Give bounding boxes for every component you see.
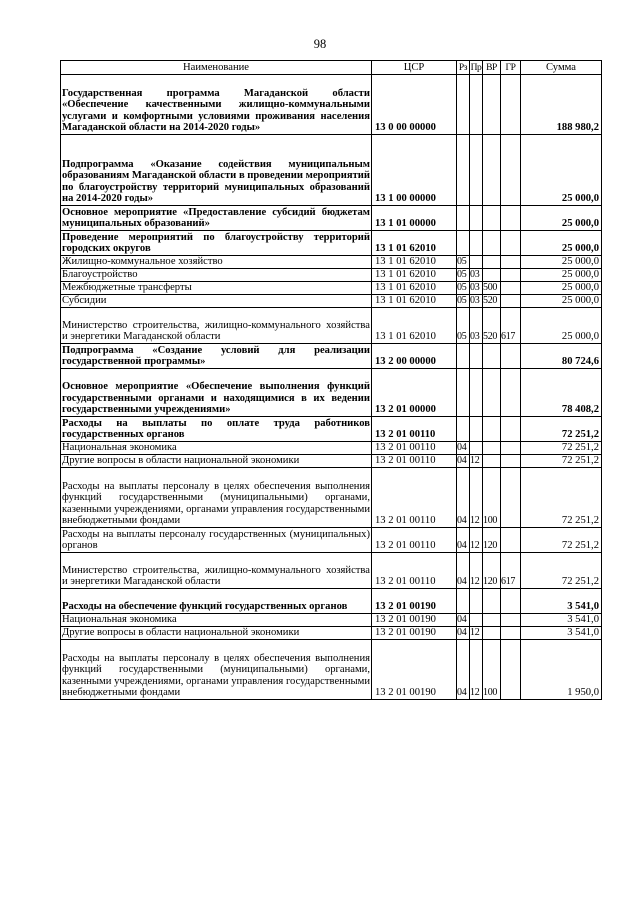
table-body <box>61 75 602 700</box>
table-row <box>61 308 602 344</box>
row-rz: 04 <box>457 627 470 640</box>
row-vr <box>483 256 501 269</box>
row-pr: 03 <box>470 295 483 308</box>
row-name: Национальная экономика <box>61 442 372 455</box>
row-rz: 04 <box>457 640 470 700</box>
row-gr <box>501 640 521 700</box>
row-pr <box>470 206 483 231</box>
row-gr <box>501 75 521 135</box>
row-sum: 25 000,0 <box>521 206 602 231</box>
row-rz <box>457 135 470 206</box>
table-row <box>61 614 602 627</box>
row-name: Расходы на выплаты персоналу государственных (муниципальных) органов <box>62 528 370 552</box>
row-name: Расходы на обеспечение функций государственных органов <box>61 589 372 614</box>
row-sum: 3 541,0 <box>521 614 602 627</box>
row-csr: 13 1 01 00000 <box>372 206 457 231</box>
row-vr <box>483 417 501 442</box>
row-pr <box>470 369 483 417</box>
row-gr: 617 <box>501 308 521 344</box>
row-csr: 13 1 01 62010 <box>372 256 457 269</box>
row-csr: 13 2 00 00000 <box>372 344 457 369</box>
row-vr: 120 <box>483 528 501 553</box>
row-name: Другие вопросы в области национальной экономики <box>61 627 372 640</box>
row-sum: 72 251,2 <box>521 455 602 468</box>
row-sum: 188 980,2 <box>521 75 602 135</box>
row-name: Расходы на выплаты персоналу в целях обеспечения выполнения функций государственными (муниципальными) органами, казенными учреждениями, органами управления государственными внебюджетными фондами <box>61 640 372 700</box>
row-rz: 04 <box>457 553 470 589</box>
row-sum: 72 251,2 <box>521 528 602 553</box>
row-pr: 03 <box>470 308 483 344</box>
row-pr: 12 <box>470 528 483 553</box>
row-pr: 12 <box>470 553 483 589</box>
row-gr: 617 <box>501 553 521 589</box>
row-vr <box>483 614 501 627</box>
table-row <box>61 528 602 553</box>
row-rz: 04 <box>457 528 470 553</box>
row-csr: 13 2 01 00190 <box>372 614 457 627</box>
row-vr <box>483 589 501 614</box>
row-rz <box>457 417 470 442</box>
row-sum: 80 724,6 <box>521 344 602 369</box>
row-sum: 72 251,2 <box>521 417 602 442</box>
table-row <box>61 627 602 640</box>
page-number: 98 <box>313 37 327 51</box>
row-name: Министерство строительства, жилищно-коммунального хозяйства и энергетики Магаданской области <box>61 308 372 344</box>
row-csr: 13 2 01 00110 <box>372 455 457 468</box>
row-vr: 100 <box>483 640 501 700</box>
row-gr <box>501 135 521 206</box>
row-name: Расходы на выплаты по оплате труда работников государственных органов <box>62 417 370 441</box>
row-rz <box>457 344 470 369</box>
row-rz <box>457 75 470 135</box>
row-csr: 13 2 01 00000 <box>372 369 457 417</box>
row-gr <box>501 627 521 640</box>
table-row <box>61 206 602 231</box>
row-pr <box>470 442 483 455</box>
row-vr: 100 <box>483 468 501 528</box>
row-pr <box>470 256 483 269</box>
row-csr: 13 2 01 00190 <box>372 640 457 700</box>
row-pr: 03 <box>470 269 483 282</box>
table-row <box>61 282 602 295</box>
row-csr: 13 1 01 62010 <box>372 231 457 256</box>
row-vr: 120 <box>483 553 501 589</box>
row-vr: 500 <box>483 282 501 295</box>
table-row <box>61 256 602 269</box>
row-name: Государственная программа Магаданской области «Обеспечение качественными жилищно-коммунальными услугами и комфортными условиями проживания населения Магаданской области на 2014-2020 годы» <box>61 75 372 135</box>
row-rz: 04 <box>457 468 470 528</box>
table-row <box>61 640 602 700</box>
row-sum: 3 541,0 <box>521 627 602 640</box>
row-csr: 13 2 01 00190 <box>372 589 457 614</box>
table-row <box>61 231 602 256</box>
row-gr <box>501 442 521 455</box>
table-row <box>61 295 602 308</box>
row-name: Проведение мероприятий по благоустройству территорий городских округов <box>62 231 370 255</box>
row-name: Министерство строительства, жилищно-коммунального хозяйства и энергетики Магаданской области <box>61 553 372 589</box>
row-csr: 13 2 01 00110 <box>372 442 457 455</box>
row-name: Другие вопросы в области национальной экономики <box>61 455 372 468</box>
row-sum: 72 251,2 <box>521 553 602 589</box>
row-sum: 1 950,0 <box>521 640 602 700</box>
row-gr <box>501 295 521 308</box>
row-csr: 13 2 01 00110 <box>372 417 457 442</box>
row-pr <box>470 231 483 256</box>
row-rz <box>457 369 470 417</box>
row-rz: 05 <box>457 308 470 344</box>
row-sum: 25 000,0 <box>521 135 602 206</box>
row-vr <box>483 627 501 640</box>
budget-table <box>60 60 602 700</box>
row-gr <box>501 206 521 231</box>
row-gr <box>501 282 521 295</box>
row-csr: 13 1 01 62010 <box>372 269 457 282</box>
row-vr <box>483 206 501 231</box>
row-pr <box>470 614 483 627</box>
table-row <box>61 417 602 442</box>
row-rz: 05 <box>457 295 470 308</box>
header-csr: ЦСР <box>372 61 457 75</box>
row-vr <box>483 135 501 206</box>
table-row <box>61 75 602 135</box>
header-vr: ВР <box>483 61 501 75</box>
row-vr <box>483 442 501 455</box>
row-csr: 13 1 01 62010 <box>372 282 457 295</box>
row-sum: 25 000,0 <box>521 282 602 295</box>
row-sum: 25 000,0 <box>521 231 602 256</box>
row-gr <box>501 455 521 468</box>
row-name: Расходы на выплаты персоналу в целях обеспечения выполнения функций государственными (муниципальными) органами, казенными учреждениями, органами управления государственными внебюджетными фондами <box>61 468 372 528</box>
table-row <box>61 344 602 369</box>
row-name: Межбюджетные трансферты <box>61 282 372 295</box>
table-row <box>61 369 602 417</box>
row-gr <box>501 614 521 627</box>
row-gr <box>501 231 521 256</box>
row-sum: 25 000,0 <box>521 256 602 269</box>
row-rz: 04 <box>457 442 470 455</box>
row-pr: 12 <box>470 627 483 640</box>
row-vr: 520 <box>483 295 501 308</box>
row-gr <box>501 417 521 442</box>
row-vr <box>483 269 501 282</box>
row-sum: 25 000,0 <box>521 295 602 308</box>
row-sum: 25 000,0 <box>521 308 602 344</box>
row-pr: 12 <box>470 468 483 528</box>
row-csr: 13 2 01 00110 <box>372 468 457 528</box>
row-gr <box>501 589 521 614</box>
row-vr <box>483 75 501 135</box>
row-rz <box>457 231 470 256</box>
row-name: Субсидии <box>61 295 372 308</box>
row-csr: 13 0 00 00000 <box>372 75 457 135</box>
row-rz: 05 <box>457 282 470 295</box>
row-csr: 13 1 01 62010 <box>372 295 457 308</box>
row-rz <box>457 206 470 231</box>
row-sum: 72 251,2 <box>521 442 602 455</box>
row-gr <box>501 344 521 369</box>
row-name: Благоустройство <box>61 269 372 282</box>
row-name: Национальная экономика <box>61 614 372 627</box>
table-row <box>61 589 602 614</box>
row-vr <box>483 231 501 256</box>
table-row <box>61 468 602 528</box>
row-pr <box>470 344 483 369</box>
row-csr: 13 1 01 62010 <box>372 308 457 344</box>
row-rz <box>457 589 470 614</box>
row-sum: 72 251,2 <box>521 468 602 528</box>
row-csr: 13 2 01 00190 <box>372 627 457 640</box>
header-pr: Пр <box>470 61 483 75</box>
row-pr <box>470 75 483 135</box>
row-pr: 12 <box>470 640 483 700</box>
row-name: Подпрограмма «Создание условий для реализации государственной программы» <box>62 344 370 368</box>
row-vr <box>483 369 501 417</box>
table-row <box>61 455 602 468</box>
header-gr: ГР <box>501 61 521 75</box>
row-gr <box>501 369 521 417</box>
header-sum: Сумма <box>521 61 602 75</box>
row-vr <box>483 344 501 369</box>
row-gr <box>501 468 521 528</box>
row-name: Основное мероприятие «Предоставление субсидий бюджетам муниципальных образований» <box>62 206 370 230</box>
row-name: Основное мероприятие «Обеспечение выполнения функций государственными органами и находящимися в их ведении государственными учреждениями» <box>61 369 372 417</box>
row-pr <box>470 135 483 206</box>
row-rz: 04 <box>457 455 470 468</box>
row-pr: 12 <box>470 455 483 468</box>
row-pr <box>470 417 483 442</box>
header-rz: Рз <box>457 61 470 75</box>
row-rz: 05 <box>457 269 470 282</box>
header-name: Наименование <box>61 61 372 75</box>
table-row <box>61 553 602 589</box>
row-rz: 05 <box>457 256 470 269</box>
row-gr <box>501 269 521 282</box>
table-row <box>61 135 602 206</box>
row-sum: 25 000,0 <box>521 269 602 282</box>
row-sum: 3 541,0 <box>521 589 602 614</box>
row-vr <box>483 455 501 468</box>
row-rz: 04 <box>457 614 470 627</box>
row-gr <box>501 256 521 269</box>
row-csr: 13 2 01 00110 <box>372 528 457 553</box>
row-pr: 03 <box>470 282 483 295</box>
row-sum: 78 408,2 <box>521 369 602 417</box>
row-name: Подпрограмма «Оказание содействия муниципальным образованиям Магаданской области в проведении мероприятий по благоустройству территорий муниципальных образований на 2014-2020 годы» <box>61 135 372 206</box>
row-vr: 520 <box>483 308 501 344</box>
table-header-row <box>61 61 602 75</box>
row-csr: 13 1 00 00000 <box>372 135 457 206</box>
table-row <box>61 442 602 455</box>
row-csr: 13 2 01 00110 <box>372 553 457 589</box>
row-name: Жилищно-коммунальное хозяйство <box>61 256 372 269</box>
row-gr <box>501 528 521 553</box>
row-pr <box>470 589 483 614</box>
table-row <box>61 269 602 282</box>
